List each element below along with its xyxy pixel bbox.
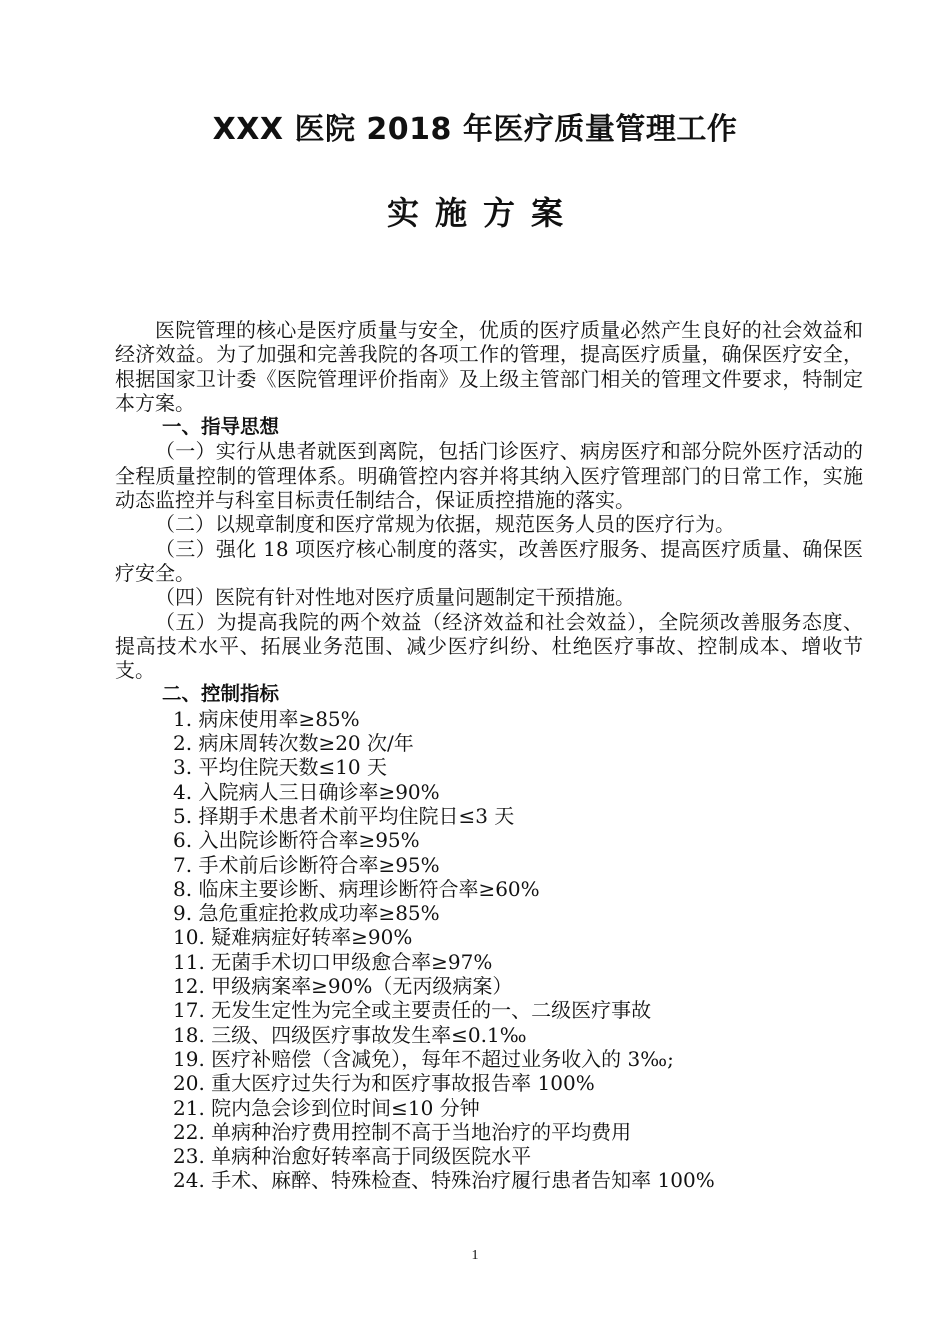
list-item: 11. 无菌手术切口甲级愈合率≥97% <box>173 949 493 974</box>
list-item: 12. 甲级病案率≥90%（无丙级病案） <box>173 974 513 999</box>
list-item: 24. 手术、麻醉、特殊检查、特殊治疗履行患者告知率 100% <box>173 1168 715 1193</box>
list-item: 8. 临床主要诊断、病理诊断符合率≥60% <box>173 876 540 901</box>
guiding-paragraph-4: （四）医院有针对性地对医疗质量问题制定干预措施。 <box>155 585 635 610</box>
list-item: 2. 病床周转次数≥20 次/年 <box>173 731 414 756</box>
guiding-paragraph-3: （三）强化 18 项医疗核心制度的落实，改善医疗服务、提高医疗质量、确保医疗安全。 <box>115 536 863 585</box>
document-title: XXX 医院 2018 年医疗质量管理工作 <box>212 112 738 147</box>
list-item: 17. 无发生定性为完全或主要责任的一、二级医疗事故 <box>173 998 652 1023</box>
list-item: 7. 手术前后诊断符合率≥95% <box>173 852 440 877</box>
list-item: 18. 三级、四级医疗事故发生率≤0.1‰ <box>173 1022 527 1047</box>
document-body <box>115 318 863 1193</box>
list-item: 6. 入出院诊断符合率≥95% <box>173 828 420 853</box>
list-item: 9. 急危重症抢救成功率≥85% <box>173 901 440 926</box>
guiding-paragraph-1: （一）实行从患者就医到离院，包括门诊医疗、病房医疗和部分院外医疗活动的全程质量控制的管理体系。明确管控内容并将其纳入医疗管理部门的日常工作，实施动态监控并与科室目标责任制结合，保证质控措施的落实。 <box>115 439 863 513</box>
guiding-paragraph-5: （五）为提高我院的两个效益（经济效益和社会效益），全院须改善服务态度、提高技术水平、拓展业务范围、减少医疗纠纷、杜绝医疗事故、控制成本、增收节支。 <box>115 609 863 683</box>
section-heading-control-indicators: 二、控制指标 <box>162 682 280 706</box>
list-item: 21. 院内急会诊到位时间≤10 分钟 <box>173 1095 480 1120</box>
list-item: 20. 重大医疗过失行为和医疗事故报告率 100% <box>173 1071 595 1096</box>
document-subtitle: 实施方案 <box>386 194 579 232</box>
list-item: 22. 单病种治疗费用控制不高于当地治疗的平均费用 <box>173 1119 632 1144</box>
list-item: 10. 疑难病症好转率≥90% <box>173 925 413 950</box>
guiding-paragraph-2: （二）以规章制度和医疗常规为依据，规范医务人员的医疗行为。 <box>155 512 735 537</box>
intro-paragraph: 医院管理的核心是医疗质量与安全，优质的医疗质量必然产生良好的社会效益和经济效益。为了加强和完善我院的各项工作的管理，提高医疗质量，确保医疗安全，根据国家卫计委《医院管理评价指南》及上级主管部门相关的管理文件要求，特制定本方案。 <box>115 318 863 415</box>
section-heading-guiding-ideology: 一、指导思想 <box>162 415 280 439</box>
page-number: 1 <box>471 1248 479 1263</box>
list-item: 1. 病床使用率≥85% <box>173 706 360 731</box>
list-item: 4. 入院病人三日确诊率≥90% <box>173 779 440 804</box>
list-item: 5. 择期手术患者术前平均住院日≤3 天 <box>173 803 515 828</box>
list-item: 19. 医疗补赔偿（含减免），每年不超过业务收入的 3‰; <box>173 1046 674 1071</box>
indicator-list <box>115 707 863 1193</box>
list-item: 3. 平均住院天数≤10 天 <box>173 755 388 780</box>
list-item: 23. 单病种治愈好转率高于同级医院水平 <box>173 1144 532 1169</box>
